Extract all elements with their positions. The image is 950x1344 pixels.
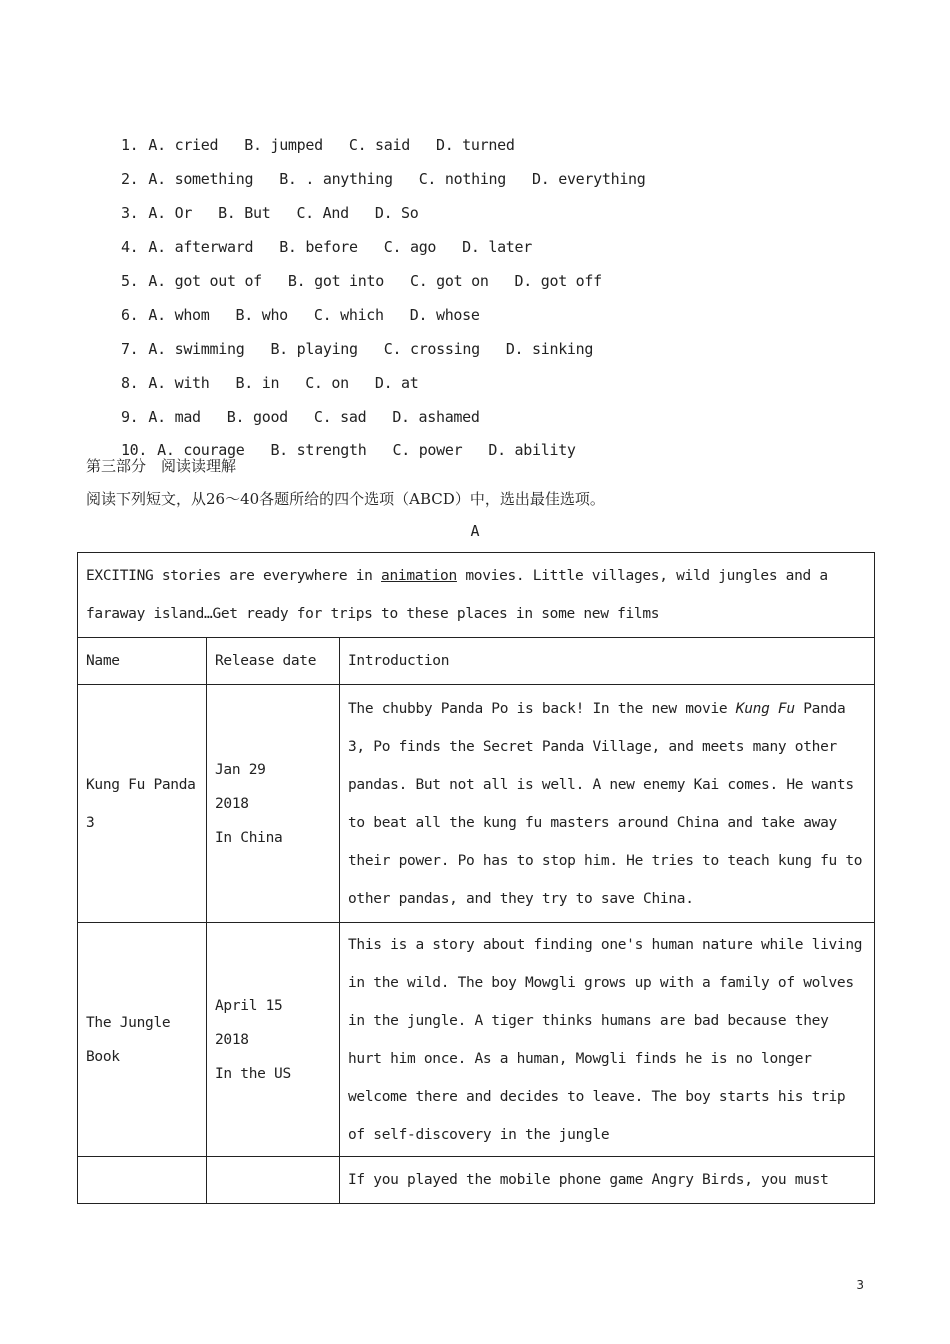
section-title: 第三部分 阅读读理解	[86, 457, 237, 475]
question-8: 8. A. with B. in C. on D. at	[120, 374, 419, 392]
header-release-date: Release date	[207, 638, 340, 685]
question-6: 6. A. whom B. who C. which D. whose	[120, 306, 480, 324]
film-description: The chubby Panda Po is back! In the new movie Kung Fu Panda 3, Po finds the Secret Panda Village, and meets many other pandas. But not all is well. A new enemy Kai comes. He wants to beat all the kung fu masters around China and take away their power. Po has to stop him. He tries to teach kung fu to other pandas, and they try to save China.	[340, 685, 875, 923]
question-1: 1. A. cried B. jumped C. said D. turned	[120, 136, 515, 154]
film-release: Jan 29 2018 In China	[207, 685, 340, 923]
table-intro-row	[78, 553, 875, 638]
film-name: The Jungle Book	[78, 923, 207, 1157]
question-7: 7. A. swimming B. playing C. crossing D. sinking	[120, 340, 594, 358]
question-5: 5. A. got out of B. got into C. got on D. got off	[120, 272, 602, 290]
instructions: 阅读下列短文，从26～40各题所给的四个选项（ABCD）中，选出最佳选项。	[86, 490, 605, 508]
table-intro: EXCITING stories are everywhere in animation movies. Little villages, wild jungles and a faraway island…Get ready for trips to these places in some new films	[78, 553, 875, 638]
film-name: Kung Fu Panda 3	[78, 685, 207, 923]
question-10: 10. A. courage B. strength C. power D. ability	[120, 441, 576, 459]
question-9: 9. A. mad B. good C. sad D. ashamed	[120, 408, 480, 426]
film-name	[78, 1157, 207, 1204]
table-header-row	[78, 638, 875, 685]
question-2: 2. A. something B. . anything C. nothing D. everything	[120, 170, 646, 188]
film-description: This is a story about finding one's human nature while living in the wild. The boy Mowgli grows up with a family of wolves in the jungle. A tiger thinks humans are bad because they hurt him once. As a human, Mowgli finds he is no longer welcome there and decides to leave. The boy starts his trip of self-discovery in the jungle	[340, 923, 875, 1157]
question-4: 4. A. afterward B. before C. ago D. later	[120, 238, 533, 256]
table-row	[78, 685, 875, 923]
passage-label: A	[470, 522, 480, 540]
table-row	[78, 923, 875, 1157]
header-name: Name	[78, 638, 207, 685]
table-row	[78, 1157, 875, 1204]
header-introduction: Introduction	[340, 638, 875, 685]
films-table	[77, 552, 875, 1204]
film-release	[207, 1157, 340, 1204]
underlined-word: animation	[381, 568, 457, 584]
film-release: April 15 2018 In the US	[207, 923, 340, 1157]
question-3: 3. A. Or B. But C. And D. So	[120, 204, 419, 222]
page-number: 3	[856, 1278, 864, 1292]
film-description: If you played the mobile phone game Angry Birds, you must	[340, 1157, 875, 1204]
